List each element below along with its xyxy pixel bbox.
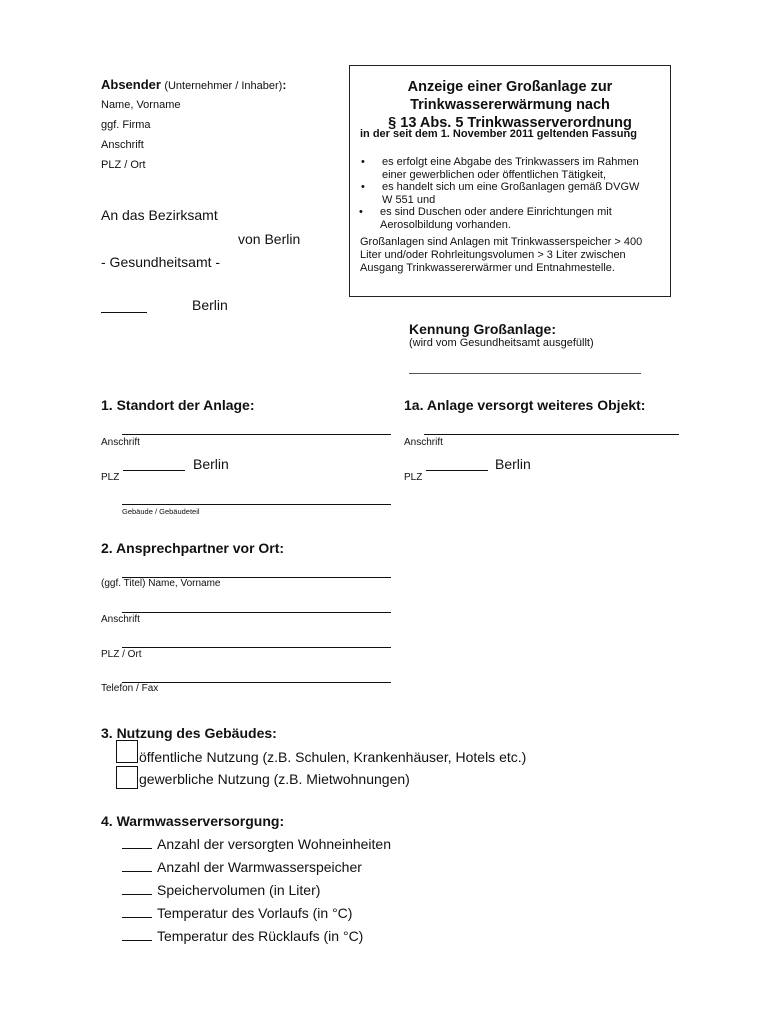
- item-label: Anzahl der versorgten Wohneinheiten: [157, 836, 392, 852]
- notice-definition: [360, 236, 642, 275]
- notice-bullet-3: [359, 206, 612, 232]
- vorlauf-blank[interactable]: [122, 905, 152, 918]
- sender-heading: [101, 77, 286, 92]
- recipient-city: Berlin: [192, 297, 228, 313]
- bullet-dot-icon: •: [361, 156, 365, 168]
- section1-city: Berlin: [193, 456, 229, 472]
- section2-title: 2. Ansprechpartner vor Ort:: [101, 540, 285, 556]
- notice-box: [349, 65, 671, 297]
- public-use-label: öffentliche Nutzung (z.B. Schulen, Krankenhäuser, Hotels etc.): [139, 749, 527, 765]
- section1a-anschrift-label: Anschrift: [404, 437, 443, 448]
- speicher-blank[interactable]: [122, 859, 152, 872]
- section2-telefon-line[interactable]: [122, 682, 391, 683]
- definition-line: Großanlagen sind Anlagen mit Trinkwasserspeicher > 400: [360, 236, 643, 248]
- section1-plz-line[interactable]: [123, 470, 185, 471]
- section2-plz-ort-line[interactable]: [122, 647, 391, 648]
- sender-title-note: (Unternehmer / Inhaber): [164, 80, 283, 92]
- notice-bullet-2: [361, 181, 640, 207]
- item-label: Anzahl der Warmwasserspeicher: [157, 859, 362, 875]
- sender-field-firma: ggf. Firma: [101, 119, 151, 131]
- section2-plz-ort-label: PLZ / Ort: [101, 649, 142, 660]
- bullet-dot-icon: •: [359, 206, 363, 218]
- kennung-note: (wird vom Gesundheitsamt ausgefüllt): [409, 337, 594, 349]
- sender-field-anschrift: Anschrift: [101, 139, 144, 151]
- bullet-text: Aerosolbildung vorhanden.: [380, 219, 511, 231]
- bullet-dot-icon: •: [361, 181, 365, 193]
- section4-item-volumen: [122, 882, 320, 898]
- section4-title: 4. Warmwasserversorgung:: [101, 813, 285, 829]
- section1-gebaeude-line[interactable]: [122, 504, 391, 505]
- definition-line: Liter und/oder Rohrleitungsvolumen > 3 Liter zwischen: [360, 249, 626, 261]
- commercial-use-label: gewerbliche Nutzung (z.B. Mietwohnungen): [139, 771, 410, 787]
- section1a-city: Berlin: [495, 456, 531, 472]
- public-use-checkbox[interactable]: [116, 740, 138, 763]
- recipient-line2: von Berlin: [238, 231, 301, 247]
- item-label: Speichervolumen (in Liter): [157, 882, 321, 898]
- sender-title: Absender: [101, 77, 161, 92]
- section3-title: 3. Nutzung des Gebäudes:: [101, 725, 277, 741]
- section4-item-vorlauf: [122, 905, 352, 921]
- item-label: Temperatur des Rücklaufs (in °C): [157, 928, 364, 944]
- notice-bullet-1: [361, 156, 639, 182]
- commercial-use-checkbox[interactable]: [116, 766, 138, 789]
- item-label: Temperatur des Vorlaufs (in °C): [157, 905, 353, 921]
- section1-plz-label: PLZ: [101, 472, 120, 483]
- bullet-text: es sind Duschen oder andere Einrichtungen mit: [380, 206, 612, 218]
- section1a-plz-label: PLZ: [404, 472, 423, 483]
- sender-field-name: Name, Vorname: [101, 99, 181, 111]
- section2-telefon-label: Telefon / Fax: [101, 683, 159, 694]
- notice-title-line2: Trinkwassererwärmung nach: [410, 97, 610, 113]
- section2-anschrift-label: Anschrift: [101, 614, 140, 625]
- section1-anschrift-label: Anschrift: [101, 437, 140, 448]
- section1a-anschrift-line[interactable]: [424, 434, 679, 435]
- recipient-plz-line[interactable]: [101, 312, 147, 313]
- sender-field-plz-ort: PLZ / Ort: [101, 159, 146, 171]
- volumen-blank[interactable]: [122, 882, 152, 895]
- bullet-text: einer gewerblichen oder öffentlichen Tätigkeit,: [382, 169, 607, 181]
- section1-title: 1. Standort der Anlage:: [101, 397, 255, 413]
- bullet-text: W 551 und: [382, 194, 436, 206]
- notice-subtitle: in der seit dem 1. November 2011 geltenden Fassung: [360, 128, 637, 140]
- section1-anschrift-line[interactable]: [122, 434, 391, 435]
- ruecklauf-blank[interactable]: [122, 928, 152, 941]
- section1a-title: 1a. Anlage versorgt weiteres Objekt:: [404, 397, 646, 413]
- recipient-line3: - Gesundheitsamt -: [101, 254, 221, 270]
- definition-line: Ausgang Trinkwassererwärmer und Entnahmestelle.: [360, 262, 615, 274]
- section4-item-ruecklauf: [122, 928, 363, 944]
- section2-name-label: (ggf. Titel) Name, Vorname: [101, 578, 221, 589]
- section4-item-wohneinheiten: [122, 836, 391, 852]
- recipient-line1: An das Bezirksamt: [101, 207, 218, 223]
- wohneinheiten-blank[interactable]: [122, 836, 152, 849]
- notice-title-line1: Anzeige einer Großanlage zur: [407, 79, 613, 95]
- sender-colon: :: [282, 78, 287, 92]
- bullet-text: es handelt sich um eine Großanlagen gemäß DVGW: [382, 181, 640, 193]
- kennung-title: Kennung Großanlage:: [409, 321, 556, 337]
- section1-gebaeude-label: Gebäude / Gebäudeteil: [122, 507, 200, 516]
- section2-anschrift-line[interactable]: [122, 612, 391, 613]
- notice-title-line3: § 13 Abs. 5 Trinkwasserverordnung: [388, 115, 632, 131]
- kennung-line: [409, 373, 641, 374]
- section1a-plz-line[interactable]: [426, 470, 488, 471]
- bullet-text: es erfolgt eine Abgabe des Trinkwassers im Rahmen: [382, 156, 639, 168]
- section4-item-speicher: [122, 859, 362, 875]
